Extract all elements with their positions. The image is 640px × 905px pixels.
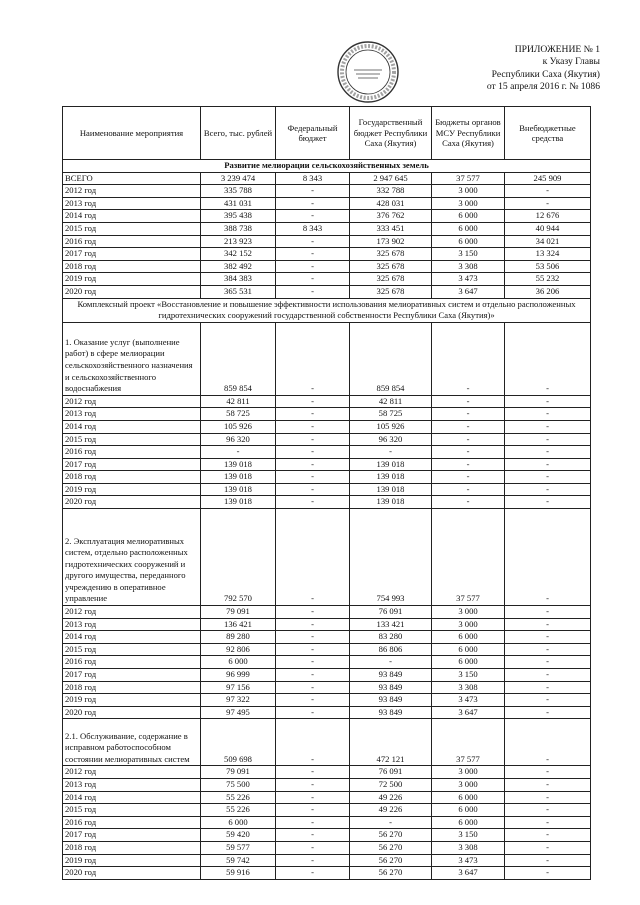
row-label: 2017 год [63,458,201,471]
cell-extra: - [505,606,591,619]
cell-municipal: - [432,408,505,421]
cell-municipal: 3 308 [432,681,505,694]
cell-municipal: - [432,496,505,509]
cell-state: 139 018 [350,458,432,471]
cell-total: 792 570 [201,509,276,606]
cell-federal: - [276,248,350,261]
cell-extra: - [505,669,591,682]
table-row [63,631,591,644]
cell-municipal: - [432,471,505,484]
cell-extra: - [505,618,591,631]
cell-total: 388 738 [201,222,276,235]
cell-total: 139 018 [201,471,276,484]
table-row [63,867,591,880]
cell-federal: - [276,322,350,395]
cell-extra: - [505,719,591,766]
cell-municipal: 3 150 [432,829,505,842]
cell-extra: 53 506 [505,260,591,273]
cell-state: 93 849 [350,694,432,707]
cell-municipal: - [432,446,505,459]
activity-row [63,509,591,606]
activity-row [63,719,591,766]
cell-state: 58 725 [350,408,432,421]
cell-state: - [350,816,432,829]
table-row [63,779,591,792]
cell-state: 332 788 [350,185,432,198]
cell-total: 342 152 [201,248,276,261]
cell-total: 97 495 [201,706,276,719]
cell-federal: - [276,694,350,707]
header-state: Государственный бюджет Республики Саха (Якутия) [350,107,432,160]
cell-federal: - [276,446,350,459]
cell-extra: - [505,458,591,471]
cell-total: 55 226 [201,791,276,804]
cell-municipal: 6 000 [432,235,505,248]
header-municipal: Бюджеты органов МСУ Республики Саха (Якутия) [432,107,505,160]
cell-extra: - [505,804,591,817]
table-row [63,681,591,694]
cell-municipal: 37 577 [432,172,505,185]
cell-total: 139 018 [201,483,276,496]
activity-description: 1. Оказание услуг (выполнение работ) в сфере мелиорации сельскохозяйственного назначения и сельскохозяйственного водоснабжения [63,322,201,395]
row-label: 2015 год [63,643,201,656]
table-row [63,446,591,459]
cell-total: 3 239 474 [201,172,276,185]
cell-municipal: 6 000 [432,816,505,829]
cell-total: 213 923 [201,235,276,248]
cell-municipal: 3 150 [432,248,505,261]
cell-extra: 12 676 [505,210,591,223]
cell-state: 325 678 [350,273,432,286]
row-label: 2020 год [63,496,201,509]
cell-state: 76 091 [350,766,432,779]
cell-state: 105 926 [350,420,432,433]
row-label: 2013 год [63,779,201,792]
table-row [63,804,591,817]
cell-federal: - [276,260,350,273]
cell-extra: 34 021 [505,235,591,248]
section-title: Развитие мелиорации сельскохозяйственных земель [63,160,591,173]
table-header-row [63,107,591,160]
cell-extra: - [505,322,591,395]
cell-total: 139 018 [201,458,276,471]
cell-municipal: 3 150 [432,669,505,682]
cell-total: 395 438 [201,210,276,223]
funding-table [62,106,591,880]
cell-extra: - [505,867,591,880]
cell-municipal: 37 577 [432,509,505,606]
row-label: 2019 год [63,854,201,867]
cell-extra: - [505,816,591,829]
cell-extra: - [505,779,591,792]
cell-total: 59 420 [201,829,276,842]
cell-extra: - [505,681,591,694]
cell-state: 49 226 [350,791,432,804]
cell-state: 173 902 [350,235,432,248]
cell-federal: 8 343 [276,222,350,235]
cell-state: - [350,446,432,459]
table-body [63,160,591,880]
table-row [63,420,591,433]
cell-total: 59 742 [201,854,276,867]
cell-extra: 36 206 [505,285,591,298]
cell-state: 93 849 [350,706,432,719]
activity-description: 2.1. Обслуживание, содержание в исправном работоспособном состоянии мелиоративных систем [63,719,201,766]
cell-federal: - [276,235,350,248]
cell-total: 59 916 [201,867,276,880]
cell-total: 139 018 [201,496,276,509]
table-row [63,185,591,198]
cell-municipal: 6 000 [432,631,505,644]
official-seal-icon [336,40,400,104]
appendix-decree: к Указу Главы [542,56,600,68]
row-label: 2013 год [63,197,201,210]
row-label: 2020 год [63,706,201,719]
cell-federal: - [276,458,350,471]
cell-federal: - [276,408,350,421]
cell-extra: - [505,197,591,210]
activity-description: 2. Эксплуатация мелиоративных систем, отдельно расположенных гидротехнических сооружений и другого имущества, переданного учреждению в оперативное управление [63,509,201,606]
appendix-republic: Республики Саха (Якутия) [491,68,600,80]
cell-federal: - [276,791,350,804]
cell-municipal: 3 308 [432,841,505,854]
cell-federal: - [276,669,350,682]
cell-municipal: 3 647 [432,706,505,719]
cell-total: 89 280 [201,631,276,644]
cell-municipal: 6 000 [432,791,505,804]
table-row [63,791,591,804]
row-label: 2016 год [63,656,201,669]
cell-total: 335 788 [201,185,276,198]
cell-total: 79 091 [201,606,276,619]
row-label: 2012 год [63,185,201,198]
cell-federal: - [276,273,350,286]
row-label: 2012 год [63,606,201,619]
cell-total: - [201,446,276,459]
cell-municipal: 3 000 [432,766,505,779]
table-row [63,458,591,471]
cell-state: 49 226 [350,804,432,817]
cell-extra: - [505,643,591,656]
cell-extra: - [505,395,591,408]
cell-state: 72 500 [350,779,432,792]
cell-municipal: 3 647 [432,285,505,298]
cell-extra: - [505,854,591,867]
cell-state: 56 270 [350,841,432,854]
cell-extra: - [505,791,591,804]
cell-total: 59 577 [201,841,276,854]
cell-extra: - [505,509,591,606]
row-label: 2013 год [63,408,201,421]
cell-federal: - [276,197,350,210]
cell-extra: - [505,185,591,198]
cell-extra: 245 909 [505,172,591,185]
row-label: 2015 год [63,804,201,817]
table-row [63,260,591,273]
row-label: 2016 год [63,816,201,829]
table-row [63,841,591,854]
cell-total: 105 926 [201,420,276,433]
row-label: 2012 год [63,766,201,779]
cell-total: 92 806 [201,643,276,656]
row-label: 2019 год [63,273,201,286]
table-row [63,408,591,421]
cell-state: 325 678 [350,260,432,273]
cell-state: 83 280 [350,631,432,644]
cell-federal: - [276,719,350,766]
cell-state: 86 806 [350,643,432,656]
cell-extra: 40 944 [505,222,591,235]
cell-federal: - [276,779,350,792]
cell-municipal: - [432,433,505,446]
appendix-date: от 15 апреля 2016 г. № 1086 [486,81,600,93]
appendix-header [400,44,600,94]
header-extra: Внебюджетные средства [505,107,591,160]
cell-municipal: 3 000 [432,779,505,792]
cell-total: 384 383 [201,273,276,286]
table-row [63,222,591,235]
cell-total: 136 421 [201,618,276,631]
cell-extra: - [505,483,591,496]
cell-state: 42 811 [350,395,432,408]
cell-total: 97 322 [201,694,276,707]
cell-state: 76 091 [350,606,432,619]
cell-extra: - [505,420,591,433]
cell-extra: - [505,656,591,669]
cell-federal: - [276,816,350,829]
cell-state: - [350,656,432,669]
cell-municipal: 3 473 [432,273,505,286]
cell-extra: - [505,408,591,421]
cell-federal: - [276,631,350,644]
appendix-title: ПРИЛОЖЕНИЕ № 1 [514,44,600,55]
cell-state: 139 018 [350,471,432,484]
cell-federal: - [276,606,350,619]
row-label: 2018 год [63,841,201,854]
cell-federal: - [276,509,350,606]
cell-federal: - [276,854,350,867]
cell-municipal: 6 000 [432,210,505,223]
cell-state: 333 451 [350,222,432,235]
cell-state: 325 678 [350,248,432,261]
cell-federal: - [276,496,350,509]
cell-municipal: 6 000 [432,222,505,235]
cell-state: 56 270 [350,854,432,867]
table-row [63,197,591,210]
row-label: 2016 год [63,235,201,248]
cell-extra: - [505,446,591,459]
cell-total: 6 000 [201,656,276,669]
table-row [63,483,591,496]
cell-federal: - [276,867,350,880]
cell-federal: - [276,618,350,631]
cell-total: 75 500 [201,779,276,792]
table-row [63,829,591,842]
table-row [63,706,591,719]
cell-total: 382 492 [201,260,276,273]
cell-state: 133 421 [350,618,432,631]
table-row [63,471,591,484]
row-label: 2012 год [63,395,201,408]
row-label: 2020 год [63,285,201,298]
cell-municipal: 3 000 [432,185,505,198]
row-label: 2014 год [63,631,201,644]
cell-municipal: 3 000 [432,197,505,210]
table-row [63,395,591,408]
cell-federal: - [276,420,350,433]
header-name: Наименование мероприятия [63,107,201,160]
cell-total: 96 999 [201,669,276,682]
cell-extra: - [505,496,591,509]
row-label: 2014 год [63,420,201,433]
cell-state: 754 993 [350,509,432,606]
cell-municipal: - [432,395,505,408]
section-row [63,160,591,173]
row-label: 2014 год [63,791,201,804]
header-federal: Федеральный бюджет [276,107,350,160]
cell-federal: - [276,841,350,854]
cell-total: 6 000 [201,816,276,829]
row-label: 2015 год [63,433,201,446]
cell-federal: - [276,471,350,484]
table-row [63,210,591,223]
cell-extra: - [505,694,591,707]
cell-total: 365 531 [201,285,276,298]
cell-total: 79 091 [201,766,276,779]
activity-row [63,322,591,395]
cell-municipal: - [432,458,505,471]
cell-state: 93 849 [350,681,432,694]
table-row [63,606,591,619]
cell-state: 96 320 [350,433,432,446]
row-label: 2020 год [63,867,201,880]
cell-extra: - [505,766,591,779]
cell-federal: 8 343 [276,172,350,185]
table-row [63,235,591,248]
cell-federal: - [276,210,350,223]
cell-municipal: - [432,322,505,395]
cell-state: 325 678 [350,285,432,298]
cell-state: 139 018 [350,483,432,496]
cell-federal: - [276,829,350,842]
table-row [63,766,591,779]
cell-federal: - [276,681,350,694]
cell-extra: - [505,433,591,446]
cell-federal: - [276,433,350,446]
cell-total: 55 226 [201,804,276,817]
cell-municipal: 3 473 [432,854,505,867]
cell-municipal: 6 000 [432,643,505,656]
row-label: 2018 год [63,471,201,484]
cell-municipal: - [432,420,505,433]
cell-municipal: - [432,483,505,496]
row-label: 2017 год [63,669,201,682]
row-label: 2019 год [63,694,201,707]
table-row [63,285,591,298]
cell-extra: 55 232 [505,273,591,286]
cell-state: 859 854 [350,322,432,395]
cell-federal: - [276,185,350,198]
cell-extra: 13 324 [505,248,591,261]
row-label: 2013 год [63,618,201,631]
table-row [63,172,591,185]
table-row [63,248,591,261]
cell-state: 428 031 [350,197,432,210]
table-row [63,854,591,867]
row-label: ВСЕГО [63,172,201,185]
row-label: 2018 год [63,260,201,273]
header-total: Всего, тыс. рублей [201,107,276,160]
cell-state: 376 762 [350,210,432,223]
cell-state: 56 270 [350,829,432,842]
cell-extra: - [505,631,591,644]
cell-extra: - [505,706,591,719]
cell-extra: - [505,841,591,854]
cell-extra: - [505,829,591,842]
cell-federal: - [276,483,350,496]
cell-municipal: 6 000 [432,656,505,669]
row-label: 2016 год [63,446,201,459]
table-row [63,618,591,631]
table-row [63,433,591,446]
cell-state: 2 947 645 [350,172,432,185]
cell-total: 97 156 [201,681,276,694]
cell-extra: - [505,471,591,484]
cell-total: 58 725 [201,408,276,421]
cell-municipal: 6 000 [432,804,505,817]
cell-municipal: 37 577 [432,719,505,766]
cell-total: 96 320 [201,433,276,446]
row-label: 2018 год [63,681,201,694]
cell-federal: - [276,766,350,779]
table-row [63,694,591,707]
cell-total: 42 811 [201,395,276,408]
project-row [63,298,591,322]
cell-federal: - [276,656,350,669]
row-label: 2015 год [63,222,201,235]
cell-total: 509 698 [201,719,276,766]
row-label: 2014 год [63,210,201,223]
table-row [63,496,591,509]
cell-federal: - [276,285,350,298]
cell-federal: - [276,643,350,656]
row-label: 2017 год [63,248,201,261]
cell-municipal: 3 000 [432,606,505,619]
row-label: 2019 год [63,483,201,496]
project-title: Комплексный проект «Восстановление и повышение эффективности использования мелиоративных систем и отдельно расположенных гидротехнических сооружений государственной собственности Республики Саха (Якутия)» [63,298,591,322]
table-row [63,643,591,656]
table-row [63,273,591,286]
cell-federal: - [276,395,350,408]
row-label: 2017 год [63,829,201,842]
cell-municipal: 3 473 [432,694,505,707]
table-row [63,656,591,669]
cell-state: 472 121 [350,719,432,766]
cell-municipal: 3 647 [432,867,505,880]
cell-total: 859 854 [201,322,276,395]
table-row [63,816,591,829]
cell-municipal: 3 000 [432,618,505,631]
cell-federal: - [276,804,350,817]
table-row [63,669,591,682]
cell-state: 139 018 [350,496,432,509]
cell-federal: - [276,706,350,719]
cell-municipal: 3 308 [432,260,505,273]
cell-state: 93 849 [350,669,432,682]
cell-state: 56 270 [350,867,432,880]
cell-total: 431 031 [201,197,276,210]
